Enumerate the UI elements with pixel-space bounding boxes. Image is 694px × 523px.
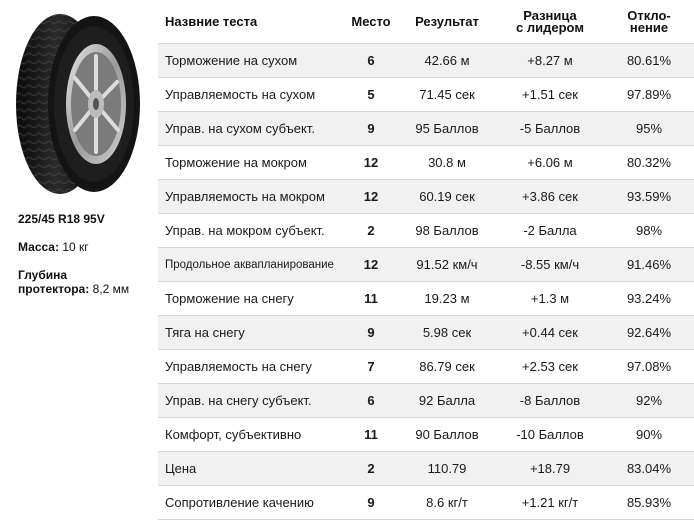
cell-test-name: Управ. на снегу субъект. xyxy=(165,393,312,408)
cell-deviation: 97.08% xyxy=(626,359,672,374)
cell-result: 95 Баллов xyxy=(415,121,479,136)
header-deviation xyxy=(605,0,693,43)
cell-place: 12 xyxy=(363,155,379,170)
table-row xyxy=(158,451,694,485)
cell-deviation: 90% xyxy=(635,427,663,442)
cell-test-name: Управ. на мокром субъект. xyxy=(165,223,325,238)
cell-place: 12 xyxy=(363,189,379,204)
cell-diff: +2.53 сек xyxy=(522,359,578,374)
cell-test-name: Управ. на сухом субъект. xyxy=(165,121,315,136)
cell-deviation: 93.59% xyxy=(626,189,672,204)
test-results-table xyxy=(158,0,694,523)
cell-diff: +3.86 сек xyxy=(522,189,578,204)
cell-diff: +1.3 м xyxy=(530,291,570,306)
cell-diff: +18.79 xyxy=(529,461,571,476)
tire-image xyxy=(14,12,142,197)
cell-deviation: 98% xyxy=(635,223,663,238)
table-row xyxy=(158,247,694,281)
cell-diff: -5 Баллов xyxy=(519,121,581,136)
table-row xyxy=(158,485,694,520)
cell-result: 60.19 сек xyxy=(419,189,475,204)
cell-result: 90 Баллов xyxy=(415,427,479,442)
cell-place: 6 xyxy=(367,53,375,68)
header-diff xyxy=(499,0,601,43)
cell-place: 2 xyxy=(367,461,375,476)
table-row xyxy=(158,417,694,451)
table-row xyxy=(158,77,694,111)
tire-mass xyxy=(18,240,89,254)
header-result: Результат xyxy=(415,13,479,29)
table-row xyxy=(158,315,694,349)
cell-place: 9 xyxy=(367,495,375,510)
cell-result: 92 Балла xyxy=(418,393,476,408)
cell-result: 8.6 кг/т xyxy=(426,495,468,510)
cell-deviation: 83.04% xyxy=(626,461,672,476)
table-row xyxy=(158,213,694,247)
cell-deviation: 92% xyxy=(635,393,663,408)
cell-deviation: 85.93% xyxy=(626,495,672,510)
header-dev-line2: нение xyxy=(629,19,669,35)
cell-result: 86.79 сек xyxy=(419,359,475,374)
header-diff-line1: Разница xyxy=(523,7,577,23)
cell-test-name: Продольное аквапланирование xyxy=(165,258,334,271)
product-panel xyxy=(0,0,158,523)
cell-result: 30.8 м xyxy=(428,155,466,170)
cell-deviation: 80.61% xyxy=(626,53,672,68)
table-row xyxy=(158,281,694,315)
cell-test-name: Торможение на мокром xyxy=(165,155,307,170)
cell-place: 11 xyxy=(364,427,378,442)
cell-test-name: Управляемость на мокром xyxy=(165,189,325,204)
cell-deviation: 80.32% xyxy=(626,155,672,170)
cell-result: 19.23 м xyxy=(424,291,470,306)
table-row xyxy=(158,111,694,145)
cell-deviation: 92.64% xyxy=(626,325,672,340)
table-row xyxy=(158,145,694,179)
cell-place: 12 xyxy=(363,257,379,272)
cell-result: 110.79 xyxy=(427,461,467,476)
cell-diff: +1.21 кг/т xyxy=(521,495,579,510)
cell-deviation: 93.24% xyxy=(626,291,672,306)
header-test-name: Назвние теста xyxy=(165,13,258,29)
cell-place: 9 xyxy=(367,325,375,340)
header-place: Место xyxy=(351,13,391,29)
cell-test-name: Сопротивление качению xyxy=(165,495,314,510)
cell-test-name: Тяга на снегу xyxy=(165,325,245,340)
cell-diff: +8.27 м xyxy=(527,53,573,68)
cell-test-name: Торможение на снегу xyxy=(165,291,294,306)
cell-diff: +0.44 сек xyxy=(522,325,578,340)
cell-place: 5 xyxy=(367,87,375,102)
table-header xyxy=(158,0,694,43)
cell-place: 11 xyxy=(364,291,378,306)
header-dev-line1: Откло- xyxy=(627,7,671,23)
cell-result: 91.52 км/ч xyxy=(416,257,478,272)
mass-label: Масса: xyxy=(18,240,59,254)
cell-diff: -10 Баллов xyxy=(516,427,584,442)
table-row xyxy=(158,43,694,77)
cell-test-name: Цена xyxy=(165,461,197,476)
cell-diff: -2 Балла xyxy=(523,223,577,238)
depth-label-line2: протектора: xyxy=(18,282,90,296)
cell-place: 6 xyxy=(367,393,375,408)
cell-diff: +1.51 сек xyxy=(522,87,578,102)
cell-test-name: Управляемость на снегу xyxy=(165,359,312,374)
cell-test-name: Комфорт, субъективно xyxy=(165,427,302,442)
cell-test-name: Торможение на сухом xyxy=(165,53,298,68)
tire-size: 225/45 R18 95V xyxy=(18,212,105,226)
depth-value: 8,2 мм xyxy=(92,282,130,296)
cell-diff: -8 Баллов xyxy=(519,393,581,408)
cell-deviation: 97.89% xyxy=(626,87,672,102)
table-row xyxy=(158,179,694,213)
header-diff-line2: с лидером xyxy=(516,19,584,35)
cell-diff: -8.55 км/ч xyxy=(520,257,580,272)
cell-place: 9 xyxy=(367,121,375,136)
table-body xyxy=(158,43,694,520)
cell-place: 7 xyxy=(367,359,375,374)
cell-deviation: 95% xyxy=(635,121,663,136)
tread-depth xyxy=(18,268,158,296)
cell-result: 98 Баллов xyxy=(415,223,479,238)
cell-result: 71.45 сек xyxy=(419,87,475,102)
depth-label-line1: Глубина xyxy=(18,268,68,282)
cell-result: 42.66 м xyxy=(424,53,470,68)
cell-deviation: 91.46% xyxy=(626,257,672,272)
mass-value: 10 кг xyxy=(62,240,89,254)
cell-test-name: Управляемость на сухом xyxy=(165,87,316,102)
table-row xyxy=(158,349,694,383)
cell-place: 2 xyxy=(367,223,375,238)
table-row xyxy=(158,383,694,417)
cell-result: 5.98 сек xyxy=(422,325,472,340)
cell-diff: +6.06 м xyxy=(527,155,573,170)
